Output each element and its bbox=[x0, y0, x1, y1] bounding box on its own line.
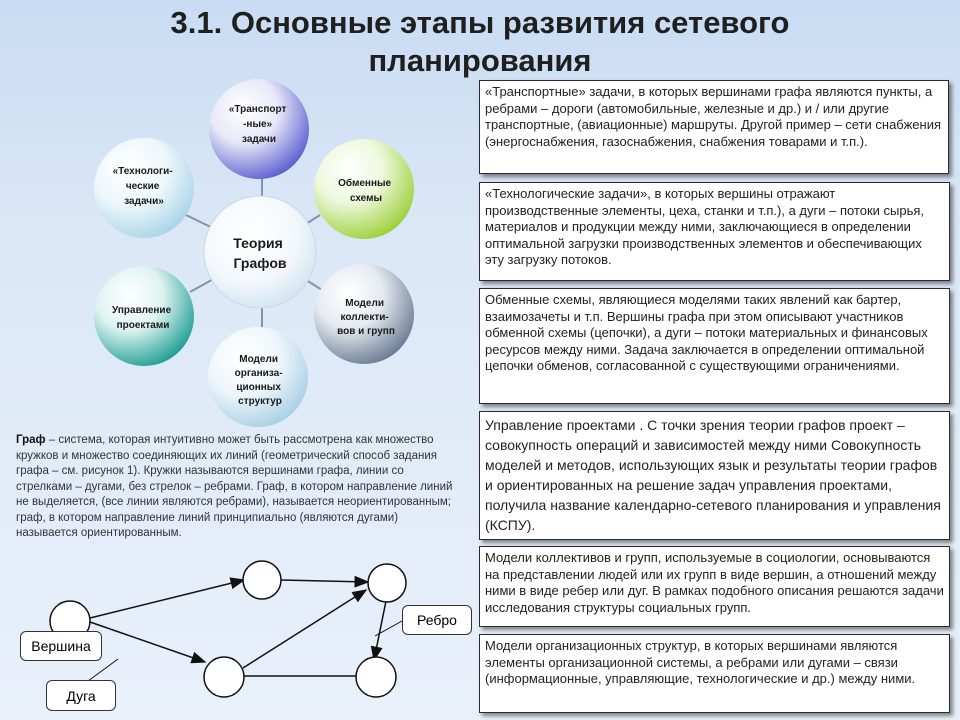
description-transport: «Транспортные» задачи, в которых вершинами графа являются пункты, а ребрами – дороги (автомобильные, железные и др.) и / или другие транспортные, (авиационные) маршруты. Другой пример – сети снабжения (энергоснабжения, газоснабжения, снабжения товарами и т.п.). bbox=[479, 80, 949, 174]
petal-org-line: структур bbox=[238, 396, 282, 407]
graph-arc bbox=[90, 622, 205, 662]
petal-tech-line: «Технологи- bbox=[112, 166, 173, 177]
svg-text:Модели коллекти- в bbox=[337, 298, 395, 337]
graph-vertex bbox=[243, 561, 281, 599]
graph-term: Граф bbox=[16, 434, 46, 446]
center-node-line: Графов bbox=[233, 255, 287, 271]
petal-projects-line: проектами bbox=[116, 320, 170, 331]
petal-projects bbox=[94, 266, 194, 366]
petal-org-line: ционных bbox=[236, 382, 281, 393]
petal-transport-line: -ные» bbox=[243, 119, 273, 130]
petal-collectives-line: вов и групп bbox=[337, 326, 395, 337]
description-org: Модели организационных структур, в которых вершинами являются элементы организационной системы, а ребрами или дугами – связи (информационные, управляющие, технологические и др.) между ними. bbox=[479, 634, 950, 713]
description-projects: Управление проектами . С точки зрения теории графов проект – совокупность операций и зависимостей между ними Совокупность моделей и методов, использующих язык и результаты теории графов и ориентированных на решение задач управления проектами, получила название календарно-сетевого планирования и управления (КСПУ). bbox=[479, 411, 950, 540]
petal-exchange-line: Обменные bbox=[338, 178, 392, 189]
graph-vertex bbox=[204, 657, 244, 697]
petal-transport bbox=[209, 79, 309, 179]
page-title: 3.1. Основные этапы развития сетевого планирования bbox=[170, 5, 790, 78]
graph-arc bbox=[281, 580, 368, 582]
petal-collectives bbox=[314, 264, 414, 364]
petal-tech bbox=[94, 138, 194, 238]
petal-org-line: организа- bbox=[234, 368, 283, 379]
petal-tech-line: задачи» bbox=[124, 196, 164, 207]
petal-transport-line: «Транспорт bbox=[228, 104, 287, 115]
petal-projects-line: Управление bbox=[112, 305, 172, 316]
description-collectives: Модели коллективов и групп, используемые в социологии, основываются на представлении людей или их групп в виде вершин, а отношений между ними в виде ребер или дуг. В рамках подобного описания решаются задачи исследования структуры социальных групп. bbox=[479, 546, 950, 627]
vertex-label: Вершина bbox=[20, 631, 102, 661]
graph-vertex bbox=[356, 657, 396, 697]
petal-exchange bbox=[314, 139, 414, 239]
arc-label: Дуга bbox=[46, 680, 116, 711]
description-exchange: Обменные схемы, являющиеся моделями таких явлений как бартер, взаимозачеты и т.п. Вершины графа при этом описывают участников обменной схемы (цепочки), а дуги – потоки материальных и финансовых ресурсов между ними. Задача заключается в определении оптимальной цепочки обменов, согласованной с существующими ограничениями. bbox=[479, 288, 950, 404]
graph-arc bbox=[90, 580, 244, 618]
petal-transport-line: задачи bbox=[241, 134, 277, 145]
description-tech: «Технологические задачи», в которых вершины отражают производственные элементы, цеха, станки и т.п.), а дуги – потоки сырья, материалов и продукции между ними, заключающиеся в определении оптимальной загрузки производственных элементов и обеспечивающих эту загрузку потоков. bbox=[479, 182, 950, 281]
example-graph bbox=[50, 561, 406, 697]
edge-callout-line bbox=[375, 621, 402, 636]
graph-vertex bbox=[368, 564, 406, 602]
edge-label: Ребро bbox=[402, 605, 472, 635]
graph-definition bbox=[16, 433, 456, 542]
graph-arc bbox=[243, 590, 366, 668]
petal-collectives-line: Модели bbox=[345, 298, 384, 309]
petal-org bbox=[208, 327, 308, 427]
petal-org-line: Модели bbox=[239, 354, 278, 365]
center-node bbox=[204, 196, 316, 308]
petal-tech-line: ческие bbox=[125, 181, 160, 192]
graph-definition-text: – система, которая интуитивно может быть рассмотрена как множество кружков и множество соединяющих их линий (геометрический способ задания графа – см. рисунок 1). Кружки называются вершинами графа, линии со стрелками – дугами, без стрелок – ребрами. Граф, в котором направление линий не выделяется, (все линии являются ребрами), называется неориентированным; граф, в котором направление линий принципиально (являются дугами) называется ориентированным. bbox=[16, 434, 453, 539]
petal-collectives-line: коллекти- bbox=[340, 312, 389, 323]
petal-exchange-line: схемы bbox=[349, 193, 383, 204]
center-node-line: Теория bbox=[233, 235, 283, 251]
